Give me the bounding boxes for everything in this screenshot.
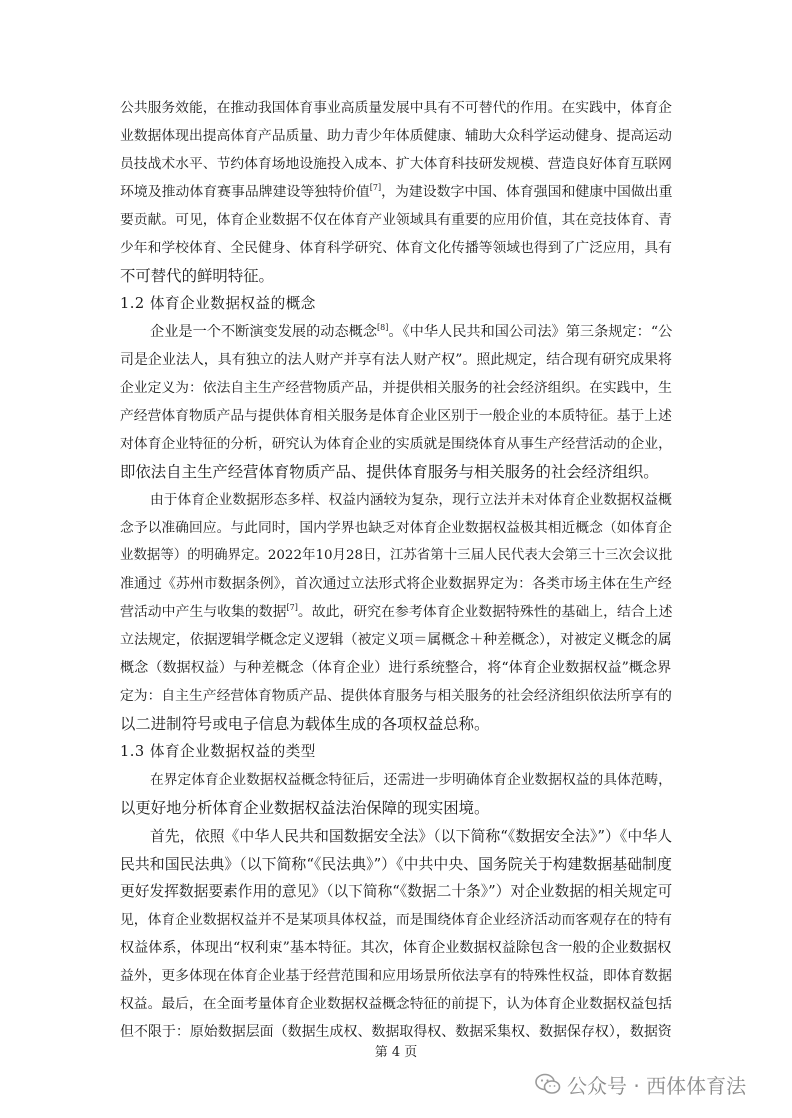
text-line (120, 882, 672, 902)
text-line (120, 378, 672, 398)
line-text: 权益体系，体现出“权利束”基本特征。其次，体育企业数据权益除包含一般的企业数据权 (120, 940, 672, 956)
citation-mark: [8] (377, 323, 389, 332)
text-line (120, 966, 672, 986)
line-text: 概念（数据权益）与种差概念（体育企业）进行系统整合，将“体育企业数据权益”概念界 (120, 660, 672, 676)
line-text: 司是企业法人，具有独立的法人财产并享有法人财产权”。照此规定，结合现有研究成果将 (120, 352, 672, 368)
line-text-continued: 。《中华人民共和国公司法》第三条规定：“公 (388, 324, 673, 340)
line-text: 立法规定，依据逻辑学概念定义逻辑（被定义项＝属概念＋种差概念），对被定义概念的属 (120, 632, 672, 648)
text-line (120, 434, 672, 454)
text-line (120, 798, 489, 818)
watermark-text: 公众号 · 西体体育法 (567, 1073, 747, 1098)
line-text-continued: 。故此，研究在参考体育企业数据特殊性的基础上，结合上述 (297, 604, 673, 620)
line-text: 定为：自主生产经营体育物质产品、提供体育服务与相关服务的社会经济组织依法所享有的 (120, 688, 672, 704)
wechat-logo-icon (535, 1073, 561, 1095)
line-text: 首先，依照《中华人民共和国数据安全法》（以下简称“《数据安全法》”）《中华人 (150, 827, 673, 845)
text-line (120, 630, 672, 650)
text-line (120, 910, 672, 930)
text-line (120, 686, 672, 706)
body-text (120, 98, 672, 1042)
text-line (120, 994, 672, 1014)
text-line (120, 602, 673, 622)
section-heading (120, 742, 316, 762)
line-text: 要贡献。可见，体育企业数据不仅在体育产业领域具有重要的应用价值，其在竞技体育、青 (120, 212, 672, 228)
line-text: 以更好地分析体育企业数据权益法治保障的现实困境。 (120, 799, 490, 817)
line-text: 念予以准确回应。与此同时，国内学界也缺乏对体育企业数据权益极其相近概念（如体育企 (120, 520, 672, 536)
line-text: 产经营体育物质产品与提供体育相关服务是体育企业区别于一般企业的本质特征。基于上述 (120, 408, 672, 424)
line-text: 1.2 体育企业数据权益的概念 (120, 295, 316, 312)
text-line (120, 546, 672, 566)
line-text: 见，体育企业数据权益并不是某项具体权益，而是围绕体育企业经济活动而客观存在的特有 (120, 912, 672, 928)
line-text: 不可替代的鲜明特征。 (120, 267, 274, 285)
text-line (120, 658, 671, 678)
citation-mark: [7] (369, 183, 382, 192)
line-text: 业数据等）的明确界定。2022年10月28日，江苏省第十三届人民代表大会第三十三次会议批 (120, 548, 673, 563)
line-text: 民共和国民法典》（以下简称“《民法典》”）《中共中央、国务院关于构建数据基础制度 (120, 855, 672, 873)
text-line (120, 238, 672, 258)
line-text: 益外，更多体现在体育企业基于经营范围和应用场景所依法享有的特殊性权益，即体育数据 (120, 968, 672, 984)
text-line (150, 322, 672, 342)
line-text: 更好发挥数据要素作用的意见》（以下简称“《数据二十条》”）对企业数据的相关规定可 (120, 883, 673, 900)
text-line (120, 350, 672, 370)
text-line (120, 98, 672, 118)
text-line (120, 126, 672, 146)
line-text: 公共服务效能，在推动我国体育事业高质量发展中具有不可替代的作用。在实践中，体育企 (120, 100, 672, 116)
text-line (150, 826, 672, 846)
text-line (120, 266, 274, 286)
text-line (120, 854, 672, 874)
line-text: 少年和学校体育、全民健身、体育科学研究、体育文化传播等领域也得到了广泛应用，具有 (120, 240, 672, 256)
text-line (120, 462, 659, 482)
page-number: 第 4 页 (374, 1045, 418, 1060)
line-text: 1.3 体育企业数据权益的类型 (120, 743, 316, 760)
text-line (120, 406, 672, 426)
text-line (120, 714, 489, 734)
text-line (150, 490, 672, 510)
text-line (120, 938, 671, 958)
line-text: 以二进制符号或电子信息为载体生成的各项权益总称。 (120, 715, 490, 733)
line-text: 营活动中产生与收集的数据 (120, 604, 287, 620)
line-text: 但不限于：原始数据层面（数据生成权、数据取得权、数据采集权、数据保存权），数据资 (120, 1024, 672, 1040)
text-line (120, 182, 673, 202)
line-text: 由于体育企业数据形态多样、权益内涵较为复杂，现行立法并未对体育企业数据权益概 (150, 492, 672, 508)
citation-mark: [7] (286, 603, 298, 612)
text-line (120, 574, 672, 594)
line-text: 权益。最后，在全面考量体育企业数据权益概念特征的前提下，认为体育企业数据权益包括 (120, 996, 672, 1012)
section-heading (120, 294, 316, 314)
text-line (120, 1022, 672, 1042)
line-text: 环境及推动体育赛事品牌建设等独特价值 (120, 184, 370, 200)
line-text-continued: ，为建设数字中国、体育强国和健康中国做出重 (381, 184, 673, 200)
line-text: 即依法自主生产经营体育物质产品、提供体育服务与相关服务的社会经济组织。 (120, 463, 659, 481)
text-line (120, 518, 672, 538)
text-line (120, 210, 672, 230)
line-text: 企业定义为：依法自主生产经营物质产品，并提供相关服务的社会经济组织。在实践中，生 (120, 380, 672, 396)
text-line (120, 154, 672, 174)
line-text: 员技战术水平、节约体育场地设施投入成本、扩大体育科技研发规模、营造良好体育互联网 (120, 156, 672, 172)
line-text: 在界定体育企业数据权益概念特征后，还需进一步明确体育企业数据权益的具体范畴， (150, 772, 672, 788)
line-text: 业数据体现出提高体育产品质量、助力青少年体质健康、辅助大众科学运动健身、提高运动 (120, 128, 672, 144)
line-text: 企业是一个不断演变发展的动态概念 (150, 324, 378, 340)
watermark (535, 1070, 746, 1098)
line-text: 准通过《苏州市数据条例》，首次通过立法形式将企业数据界定为：各类市场主体在生产经 (120, 576, 672, 592)
line-text: 对体育企业特征的分析，研究认为体育企业的实质就是围绕体育从事生产经营活动的企业， (120, 436, 672, 452)
text-line (150, 770, 672, 790)
